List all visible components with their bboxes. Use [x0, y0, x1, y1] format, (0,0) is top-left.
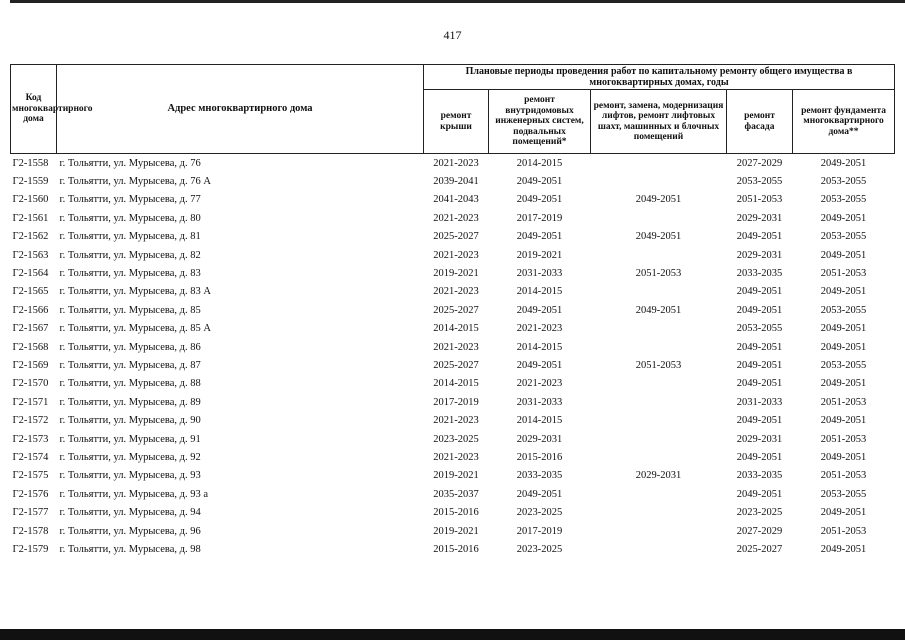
- cell-facade: 2031-2033: [736, 396, 783, 408]
- cell-foundation: 2053-2055: [820, 359, 867, 371]
- cell-roof: 2021-2023: [433, 451, 479, 463]
- cell-facade: 2029-2031: [736, 212, 783, 224]
- cell-roof: 2023-2025: [433, 433, 479, 445]
- table-row: [11, 356, 895, 374]
- cell-systems: 2015-2016: [516, 451, 563, 463]
- cell-elevators: [591, 503, 727, 521]
- table-row: [11, 320, 895, 338]
- cell-elevators: 2049-2051: [635, 194, 682, 206]
- cell-foundation: 2053-2055: [820, 176, 867, 188]
- cell-elevators: [591, 375, 727, 393]
- cell-systems: 2023-2025: [516, 543, 563, 555]
- cell-code: Г2-1579: [12, 543, 49, 555]
- cell-address: г. Тольятти, ул. Мурысева, д. 88: [59, 378, 201, 390]
- top-rule: [10, 0, 905, 3]
- header-periods: Плановые периоды проведения работ по капитальному ремонту общего имущества в многоквартирных домах, годы: [424, 65, 895, 90]
- table-row: [11, 411, 895, 429]
- cell-foundation: 2053-2055: [820, 194, 867, 206]
- cell-systems: 2049-2051: [516, 359, 563, 371]
- cell-roof: 2019-2021: [433, 470, 479, 482]
- cell-elevators: [591, 172, 727, 190]
- table-row: [11, 154, 895, 173]
- cell-foundation: 2049-2051: [820, 507, 867, 519]
- table-row: [11, 172, 895, 190]
- cell-code: Г2-1561: [12, 212, 49, 224]
- cell-address: г. Тольятти, ул. Мурысева, д. 91: [59, 433, 201, 445]
- cell-roof: 2019-2021: [433, 268, 479, 280]
- capital-repair-table: [10, 64, 895, 559]
- cell-foundation: 2049-2051: [820, 323, 867, 335]
- cell-address: г. Тольятти, ул. Мурысева, д. 93 а: [59, 488, 208, 500]
- cell-roof: 2025-2027: [433, 231, 479, 243]
- table-row: [11, 338, 895, 356]
- cell-roof: 2021-2023: [424, 154, 489, 173]
- cell-elevators: 2051-2053: [635, 359, 682, 371]
- header-code: Код многоквартирного дома: [11, 65, 57, 154]
- cell-address: г. Тольятти, ул. Мурысева, д. 81: [59, 231, 201, 243]
- cell-elevators: [591, 448, 727, 466]
- cell-roof: 2021-2023: [433, 286, 479, 298]
- cell-systems: 2033-2035: [516, 470, 563, 482]
- cell-address: г. Тольятти, ул. Мурысева, д. 85 А: [59, 323, 211, 335]
- cell-foundation: 2051-2053: [820, 268, 867, 280]
- cell-elevators: [591, 246, 727, 264]
- table-row: [11, 430, 895, 448]
- cell-systems: 2014-2015: [489, 154, 591, 173]
- cell-roof: 2015-2016: [433, 543, 479, 555]
- cell-address: г. Тольятти, ул. Мурысева, д. 87: [59, 359, 201, 371]
- table-row: [11, 283, 895, 301]
- header-foundation: ремонт фундамента многоквартирного дома**: [793, 90, 895, 154]
- cell-facade: 2023-2025: [736, 507, 783, 519]
- cell-systems: 2031-2033: [516, 268, 563, 280]
- table-row: [11, 191, 895, 209]
- table-row: [11, 503, 895, 521]
- cell-facade: 2053-2055: [736, 176, 783, 188]
- cell-address: г. Тольятти, ул. Мурысева, д. 94: [59, 507, 201, 519]
- cell-code: Г2-1562: [12, 231, 49, 243]
- cell-code: Г2-1559: [12, 176, 49, 188]
- cell-address: г. Тольятти, ул. Мурысева, д. 93: [59, 470, 201, 482]
- cell-facade: 2049-2051: [736, 451, 783, 463]
- cell-foundation: 2051-2053: [820, 433, 867, 445]
- cell-systems: 2049-2051: [516, 488, 563, 500]
- cell-code: Г2-1568: [12, 341, 49, 353]
- cell-roof: 2021-2023: [433, 341, 479, 353]
- cell-elevators: [591, 338, 727, 356]
- cell-systems: 2049-2051: [516, 194, 563, 206]
- cell-elevators: [591, 393, 727, 411]
- table-row: [11, 540, 895, 558]
- cell-elevators: [591, 430, 727, 448]
- cell-foundation: 2049-2051: [820, 286, 867, 298]
- cell-foundation: 2051-2053: [820, 396, 867, 408]
- cell-facade: 2051-2053: [736, 194, 783, 206]
- cell-roof: 2021-2023: [433, 212, 479, 224]
- cell-foundation: 2053-2055: [820, 231, 867, 243]
- cell-code: Г2-1576: [12, 488, 49, 500]
- cell-elevators: [591, 540, 727, 558]
- cell-systems: 2017-2019: [516, 525, 563, 537]
- cell-roof: 2039-2041: [433, 176, 479, 188]
- cell-systems: 2031-2033: [516, 396, 563, 408]
- table-row: [11, 228, 895, 246]
- cell-elevators: [591, 283, 727, 301]
- cell-roof: 2017-2019: [433, 396, 479, 408]
- cell-address: г. Тольятти, ул. Мурысева, д. 85: [59, 304, 201, 316]
- cell-elevators: 2049-2051: [635, 304, 682, 316]
- cell-facade: 2049-2051: [736, 304, 783, 316]
- cell-address: г. Тольятти, ул. Мурысева, д. 83: [59, 268, 201, 280]
- cell-roof: 2014-2015: [433, 378, 479, 390]
- cell-foundation: 2049-2051: [820, 415, 867, 427]
- cell-elevators: [591, 154, 727, 173]
- cell-address: г. Тольятти, ул. Мурысева, д. 92: [59, 451, 201, 463]
- cell-elevators: [591, 209, 727, 227]
- cell-code: Г2-1566: [12, 304, 49, 316]
- cell-roof: 2015-2016: [433, 507, 479, 519]
- cell-elevators: [591, 522, 727, 540]
- table-row: [11, 485, 895, 503]
- cell-code: Г2-1577: [12, 507, 49, 519]
- cell-facade: 2049-2051: [736, 415, 783, 427]
- cell-elevators: 2049-2051: [635, 231, 682, 243]
- cell-code: Г2-1570: [12, 378, 49, 390]
- cell-roof: 2019-2021: [433, 525, 479, 537]
- cell-systems: 2049-2051: [516, 231, 563, 243]
- cell-roof: 2021-2023: [433, 415, 479, 427]
- cell-facade: 2027-2029: [727, 154, 793, 173]
- cell-address: г. Тольятти, ул. Мурысева, д. 76 А: [59, 176, 211, 188]
- header-roof: ремонт крыши: [424, 90, 489, 154]
- cell-systems: 2021-2023: [516, 378, 563, 390]
- cell-address: г. Тольятти, ул. Мурысева, д. 76: [57, 154, 424, 173]
- cell-code: Г2-1575: [12, 470, 49, 482]
- cell-systems: 2049-2051: [516, 176, 563, 188]
- cell-systems: 2029-2031: [516, 433, 563, 445]
- header-elevators: ремонт, замена, модернизация лифтов, ремонт лифтовых шахт, машинных и блочных помещений: [591, 90, 727, 154]
- cell-foundation: 2053-2055: [820, 488, 867, 500]
- cell-facade: 2053-2055: [736, 323, 783, 335]
- cell-foundation: 2051-2053: [820, 525, 867, 537]
- cell-address: г. Тольятти, ул. Мурысева, д. 80: [59, 212, 201, 224]
- cell-address: г. Тольятти, ул. Мурысева, д. 77: [59, 194, 201, 206]
- page-number: 417: [443, 28, 462, 42]
- cell-facade: 2029-2031: [736, 249, 783, 261]
- cell-elevators: [591, 485, 727, 503]
- table-row: [11, 246, 895, 264]
- cell-systems: 2014-2015: [516, 286, 563, 298]
- cell-elevators: [591, 320, 727, 338]
- cell-roof: 2021-2023: [433, 249, 479, 261]
- table-row: [11, 264, 895, 282]
- cell-elevators: 2029-2031: [635, 470, 682, 482]
- cell-facade: 2029-2031: [736, 433, 783, 445]
- cell-facade: 2049-2051: [736, 488, 783, 500]
- cell-foundation: 2051-2053: [820, 470, 867, 482]
- cell-code: Г2-1572: [12, 415, 49, 427]
- cell-address: г. Тольятти, ул. Мурысева, д. 82: [59, 249, 201, 261]
- cell-foundation: 2049-2051: [820, 543, 867, 555]
- table-row: [11, 209, 895, 227]
- cell-address: г. Тольятти, ул. Мурысева, д. 89: [59, 396, 201, 408]
- cell-roof: 2025-2027: [433, 359, 479, 371]
- cell-facade: 2033-2035: [736, 470, 783, 482]
- cell-roof: 2041-2043: [433, 194, 479, 206]
- bottom-rule: [0, 629, 905, 640]
- cell-foundation: 2049-2051: [820, 249, 867, 261]
- cell-systems: 2019-2021: [516, 249, 563, 261]
- cell-code: Г2-1571: [12, 396, 49, 408]
- cell-foundation: 2053-2055: [820, 304, 867, 316]
- cell-address: г. Тольятти, ул. Мурысева, д. 96: [59, 525, 201, 537]
- cell-code: Г2-1574: [12, 451, 49, 463]
- cell-facade: 2049-2051: [736, 286, 783, 298]
- cell-roof: 2014-2015: [433, 323, 479, 335]
- cell-code: Г2-1573: [12, 433, 49, 445]
- cell-systems: 2023-2025: [516, 507, 563, 519]
- cell-facade: 2049-2051: [736, 359, 783, 371]
- header-facade: ремонт фасада: [727, 90, 793, 154]
- cell-code: Г2-1565: [12, 286, 49, 298]
- cell-code: Г2-1569: [12, 359, 49, 371]
- cell-code: Г2-1578: [12, 525, 49, 537]
- cell-code: Г2-1558: [11, 154, 57, 173]
- cell-address: г. Тольятти, ул. Мурысева, д. 86: [59, 341, 201, 353]
- cell-roof: 2025-2027: [433, 304, 479, 316]
- cell-foundation: 2049-2051: [820, 378, 867, 390]
- table-row: [11, 301, 895, 319]
- cell-facade: 2049-2051: [736, 378, 783, 390]
- cell-address: г. Тольятти, ул. Мурысева, д. 98: [59, 543, 201, 555]
- cell-address: г. Тольятти, ул. Мурысева, д. 90: [59, 415, 201, 427]
- table-row: [11, 375, 895, 393]
- cell-systems: 2017-2019: [516, 212, 563, 224]
- table-row: [11, 448, 895, 466]
- cell-facade: 2025-2027: [736, 543, 783, 555]
- table-row: [11, 467, 895, 485]
- table-row: [11, 393, 895, 411]
- cell-code: Г2-1563: [12, 249, 49, 261]
- table-row: [11, 522, 895, 540]
- cell-code: Г2-1564: [12, 268, 49, 280]
- cell-foundation: 2049-2051: [793, 154, 895, 173]
- cell-foundation: 2049-2051: [820, 451, 867, 463]
- cell-elevators: 2051-2053: [635, 268, 682, 280]
- cell-facade: 2033-2035: [736, 268, 783, 280]
- cell-systems: 2014-2015: [516, 415, 563, 427]
- cell-facade: 2049-2051: [736, 231, 783, 243]
- cell-systems: 2049-2051: [516, 304, 563, 316]
- cell-foundation: 2049-2051: [820, 341, 867, 353]
- header-address: Адрес многоквартирного дома: [57, 65, 424, 154]
- cell-systems: 2021-2023: [516, 323, 563, 335]
- header-systems: ремонт внутридомовых инженерных систем, подвальных помещений*: [489, 90, 591, 154]
- cell-roof: 2035-2037: [433, 488, 479, 500]
- cell-elevators: [591, 411, 727, 429]
- cell-foundation: 2049-2051: [820, 212, 867, 224]
- cell-code: Г2-1567: [12, 323, 49, 335]
- cell-code: Г2-1560: [12, 194, 49, 206]
- cell-address: г. Тольятти, ул. Мурысева, д. 83 А: [59, 286, 211, 298]
- cell-systems: 2014-2015: [516, 341, 563, 353]
- cell-facade: 2049-2051: [736, 341, 783, 353]
- cell-facade: 2027-2029: [736, 525, 783, 537]
